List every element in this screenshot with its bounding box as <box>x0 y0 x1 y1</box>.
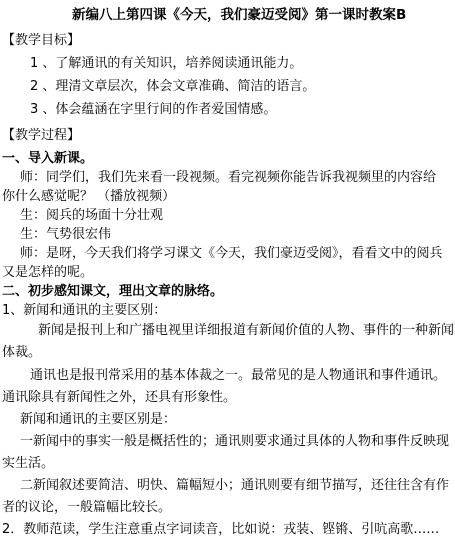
part1-line: 师：是呀，今天我们将学习课文《今天，我们豪迈受阅》，看看文中的阅兵 <box>20 246 443 261</box>
part2-line: 二新闻叙述要简洁、明快、篇幅短小；通讯则要有细节描写，还往往含有作 <box>20 478 450 493</box>
part1-line: 你什么感觉呢？ （播放视频） <box>2 189 176 204</box>
part2-heading: 二、初步感知课文，理出文章的脉络。 <box>2 284 224 299</box>
part2-line: 通讯也是报刊常采用的基本体裁之一。最常见的是人物通讯和事件通讯。 <box>30 368 447 383</box>
goal-item-1: 1 、了解通讯的有关知识，培养阅读通讯能力。 <box>30 56 303 71</box>
part2-line: 一新闻中的事实一般是概括性的；通讯则要求通过具体的人物和事件反映现 <box>20 434 450 449</box>
part2-line: 1、新闻和通讯的主要区别： <box>2 303 167 318</box>
part2-line: 新闻是报刊上和广播电视里详细报道有新闻价值的人物、事件的一种新闻 <box>38 323 455 338</box>
goals-heading: 【教学目标】 <box>2 33 81 48</box>
goal-item-3: 3 、体会蕴涵在字里行间的作者爱国情感。 <box>30 102 277 117</box>
part2-line: 新闻和通讯的主要区别是： <box>20 412 177 427</box>
goal-item-2: 2 、理清文章层次，体会文章准确、简洁的语言。 <box>30 79 316 94</box>
part2-line: 通讯除具有新闻性之外，还具有形象性。 <box>2 390 237 405</box>
part2-line: 者的议论，一般篇幅比较长。 <box>2 500 172 515</box>
part2-line: 实生活。 <box>2 456 55 471</box>
part1-line: 师：同学们，我们先来看一段视频。看完视频你能告诉我视频里的内容给 <box>20 170 437 185</box>
document-title: 新编八上第四课《今天，我们豪迈受阅》第一课时教案B <box>72 7 407 23</box>
part1-line: 又是怎样的呢。 <box>2 265 94 280</box>
part2-line: 体裁。 <box>2 345 42 360</box>
process-heading: 【教学过程】 <box>2 128 81 143</box>
part1-line: 生：阅兵的场面十分壮观 <box>20 208 164 223</box>
part1-heading: 一、导入新课。 <box>2 151 94 166</box>
part1-line: 生：气势很宏伟 <box>20 227 112 242</box>
part2-line: 2．教师范读，学生注意重点字词读音，比如说：戎装、铿锵、引吭高歌…… <box>2 522 440 537</box>
